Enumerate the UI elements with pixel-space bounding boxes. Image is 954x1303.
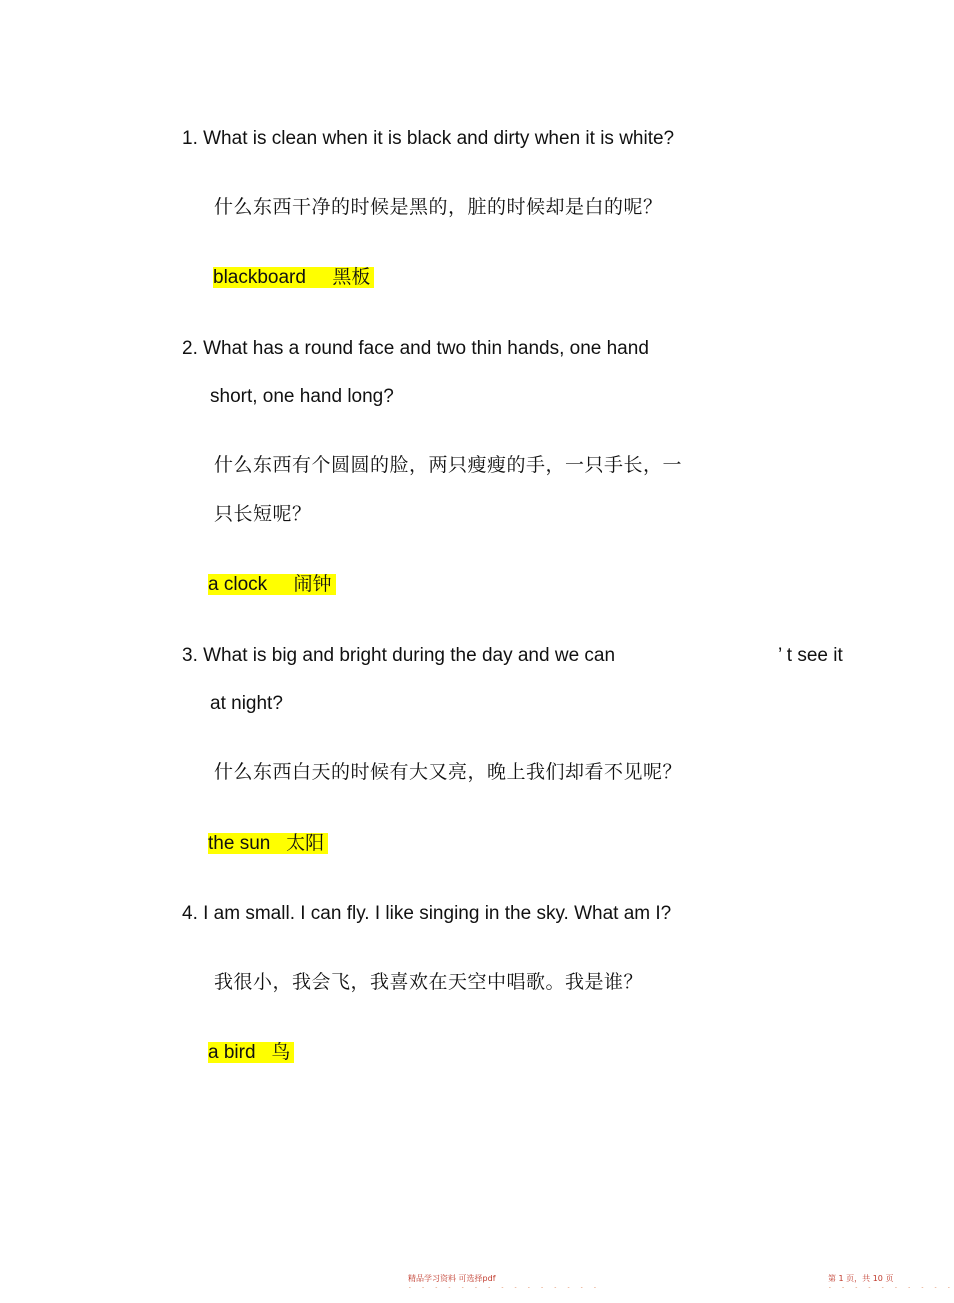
riddle-4-question: 4. I am small. I can fly. I like singing in the sky. What am I? bbox=[182, 903, 672, 924]
footer-left-text: 精品学习资料 可选择pdf bbox=[408, 1274, 496, 1283]
answer-highlight: the sun 太阳 bbox=[208, 833, 328, 854]
footer-left-dots: - - - - - - - - - - - - - - - bbox=[408, 1284, 600, 1291]
riddle-3-question-line-1-a: 3. What is big and bright during the day and we can bbox=[182, 645, 616, 666]
answer-highlight: blackboard 黑板 bbox=[213, 267, 374, 288]
riddle-3-question-line-1-b: ’ t see it bbox=[778, 645, 843, 666]
riddle-4-chinese: 我很小，我会飞，我喜欢在天空中唱歌。我是谁？ bbox=[214, 972, 644, 993]
answer-highlight: a bird 鸟 bbox=[208, 1042, 294, 1063]
riddle-1-question: 1. What is clean when it is black and dirty when it is white? bbox=[182, 128, 675, 149]
riddle-2-answer bbox=[208, 571, 336, 599]
footer-page-number: 第 1 页，共 10 页 bbox=[828, 1274, 894, 1283]
riddle-1-chinese: 什么东西干净的时候是黑的，脏的时候却是白的呢？ bbox=[214, 197, 663, 218]
riddle-4-answer bbox=[208, 1039, 294, 1067]
riddle-1-answer bbox=[213, 264, 374, 292]
footer-right-dots: - - - - - - - - - - bbox=[828, 1284, 954, 1291]
riddle-2-question-line-1: 2. What has a round face and two thin hands, one hand bbox=[182, 338, 649, 359]
riddle-2-chinese-line-2: 只长短呢？ bbox=[214, 504, 312, 525]
riddle-2-chinese-line-1: 什么东西有个圆圆的脸，两只瘦瘦的手，一只手长，一 bbox=[214, 455, 683, 476]
riddle-2-question-line-2: short, one hand long? bbox=[210, 386, 394, 407]
riddle-3-question-line-2: at night? bbox=[210, 693, 283, 714]
riddle-3-chinese: 什么东西白天的时候有大又亮，晚上我们却看不见呢？ bbox=[214, 762, 683, 783]
answer-highlight: a clock 闹钟 bbox=[208, 574, 336, 595]
riddle-3-answer bbox=[208, 830, 328, 858]
